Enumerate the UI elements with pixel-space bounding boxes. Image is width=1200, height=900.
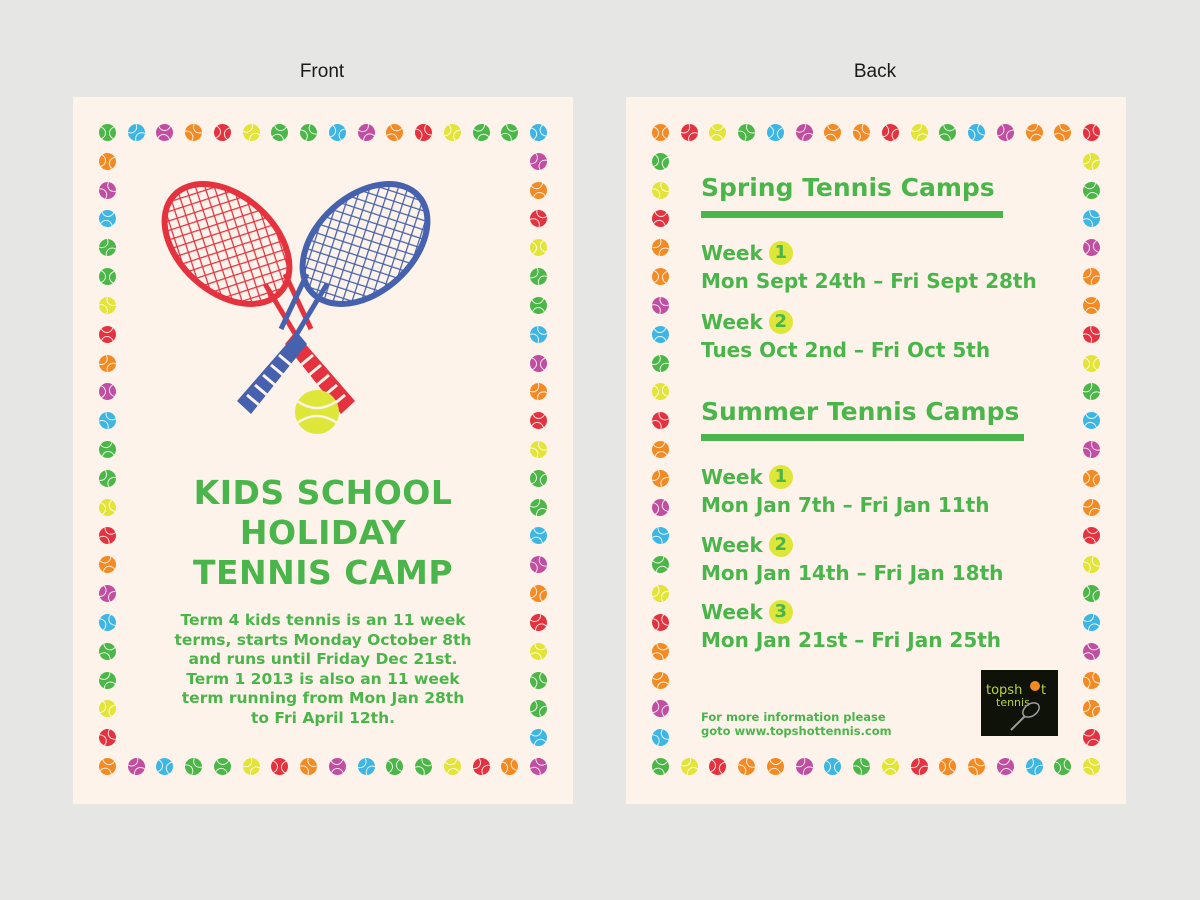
tennis-ball-icon bbox=[499, 756, 520, 777]
tennis-ball-icon bbox=[95, 293, 119, 317]
tennis-ball-icon bbox=[766, 757, 785, 776]
tennis-ball-icon bbox=[528, 640, 550, 662]
tennis-ball-icon bbox=[1023, 122, 1045, 144]
topshot-logo-icon bbox=[981, 670, 1058, 736]
tennis-ball-icon bbox=[96, 640, 118, 662]
tennis-ball-icon bbox=[677, 755, 701, 779]
tennis-ball-icon bbox=[96, 409, 120, 433]
front-title-line: HOLIDAY bbox=[239, 513, 407, 552]
tennis-ball-icon bbox=[649, 467, 673, 491]
tennis-ball-icon bbox=[650, 554, 671, 575]
tennis-ball-icon bbox=[1080, 495, 1104, 519]
tennis-ball-icon bbox=[650, 698, 671, 719]
front-body-text bbox=[143, 611, 503, 728]
body-line: term running from Mon Jan 28th bbox=[181, 689, 465, 707]
tennis-ball-icon bbox=[98, 440, 117, 459]
tennis-ball-icon bbox=[651, 440, 670, 459]
summer-week-1 bbox=[701, 463, 989, 519]
tennis-ball-icon bbox=[649, 640, 671, 662]
tennis-ball-icon bbox=[1081, 583, 1102, 604]
week-label: Week bbox=[701, 241, 763, 265]
back-label: Back bbox=[853, 61, 897, 82]
more-info-line: For more information please bbox=[701, 710, 886, 724]
tennis-ball-icon bbox=[99, 326, 116, 343]
tennis-ball-icon bbox=[908, 121, 931, 144]
tennis-ball-icon bbox=[239, 121, 263, 145]
body-line: and runs until Friday Dec 21st. bbox=[188, 650, 458, 668]
svg-text:topsh: topsh bbox=[986, 683, 1023, 698]
tennis-ball-icon bbox=[938, 757, 957, 776]
spring-week-1 bbox=[701, 239, 1037, 295]
tennis-ball-icon bbox=[1079, 322, 1103, 346]
week-dates: Tues Oct 2nd – Fri Oct 5th bbox=[701, 338, 991, 362]
tennis-ball-icon bbox=[529, 411, 547, 429]
front-label: Front bbox=[299, 61, 345, 82]
tennis-ball-icon bbox=[650, 611, 672, 633]
week-label: Week bbox=[701, 533, 763, 557]
svg-text:t: t bbox=[1041, 683, 1047, 698]
tennis-ball-icon bbox=[650, 497, 670, 517]
tennis-ball-icon bbox=[937, 122, 959, 144]
tennis-ball-icon bbox=[792, 121, 816, 145]
tennis-ball-icon bbox=[527, 698, 550, 721]
tennis-ball-icon bbox=[1080, 553, 1103, 576]
week-dates: Mon Jan 7th – Fri Jan 11th bbox=[701, 493, 990, 517]
week-dates: Mon Jan 14th – Fri Jan 18th bbox=[701, 561, 1004, 585]
back-card bbox=[626, 97, 1126, 804]
tennis-ball-icon bbox=[527, 611, 550, 634]
tennis-ball-icon bbox=[880, 122, 901, 143]
tennis-ball-icon bbox=[1081, 122, 1102, 143]
tennis-ball-icon bbox=[651, 209, 670, 228]
tennis-ball-icon bbox=[182, 755, 206, 779]
tennis-ball-icon bbox=[156, 123, 174, 141]
tennis-ball-icon bbox=[527, 150, 550, 173]
tennis-ball-icon bbox=[99, 124, 116, 141]
tennis-ball-icon bbox=[412, 755, 436, 779]
tennis-ball-icon bbox=[850, 121, 873, 144]
tennis-ball-icon bbox=[470, 122, 492, 144]
tennis-ball-icon bbox=[297, 754, 321, 778]
week-dates: Mon Jan 21st – Fri Jan 25th bbox=[701, 628, 1002, 652]
tennis-ball-icon bbox=[995, 757, 1015, 777]
tennis-ball-icon bbox=[708, 757, 728, 777]
tennis-ball-icon bbox=[527, 755, 550, 778]
tennis-ball-icon bbox=[98, 383, 116, 401]
tennis-ball-icon bbox=[1082, 411, 1100, 429]
body-line: Term 1 2013 is also an 11 week bbox=[186, 669, 460, 688]
tennis-ball-icon bbox=[527, 438, 551, 462]
tennis-ball-icon bbox=[528, 122, 549, 143]
tennis-ball-icon bbox=[97, 698, 118, 719]
spring-week-2 bbox=[701, 308, 990, 364]
tennis-ball-icon bbox=[385, 757, 404, 776]
front-title bbox=[113, 473, 533, 593]
body-line: to Fri April 12th. bbox=[250, 708, 396, 727]
more-info-text bbox=[701, 710, 931, 738]
tennis-ball-icon bbox=[239, 755, 263, 779]
tennis-ball-icon bbox=[97, 756, 118, 777]
tennis-ball-icon bbox=[329, 758, 347, 776]
tennis-ball-icon bbox=[95, 351, 119, 375]
tennis-ball-icon bbox=[155, 757, 175, 777]
tennis-ball-icon bbox=[648, 351, 672, 375]
tennis-ball-icon bbox=[354, 755, 378, 779]
front-title-line: TENNIS CAMP bbox=[192, 553, 454, 592]
week-label: Week bbox=[701, 310, 763, 334]
front-title-line: KIDS SCHOOL bbox=[193, 473, 453, 512]
tennis-ball-icon bbox=[648, 293, 672, 317]
tennis-ball-icon bbox=[1052, 756, 1073, 777]
tennis-ball-icon bbox=[213, 757, 232, 776]
summer-camps-title: Summer Tennis Camps bbox=[701, 397, 1020, 426]
week-number-badge: 2 bbox=[769, 533, 793, 557]
tennis-ball-icon bbox=[526, 322, 550, 346]
tennis-ball-icon bbox=[649, 178, 673, 202]
summer-title-underline bbox=[701, 434, 1024, 441]
summer-week-2 bbox=[701, 531, 1003, 587]
tennis-ball-icon bbox=[527, 265, 551, 289]
tennis-ball-icon bbox=[1080, 207, 1104, 231]
tennis-ball-icon bbox=[649, 236, 673, 260]
tennis-ball-icon bbox=[1080, 611, 1103, 634]
tennis-ball-icon bbox=[442, 757, 462, 777]
tennis-ball-icon bbox=[652, 326, 669, 343]
tennis-ball-icon bbox=[649, 524, 672, 547]
tennis-ball-icon bbox=[124, 120, 148, 144]
tennis-ball-icon bbox=[994, 121, 1016, 143]
tennis-ball-icon bbox=[1081, 640, 1103, 662]
tennis-ball-icon bbox=[529, 238, 548, 257]
summer-week-3 bbox=[701, 598, 1001, 654]
tennis-ball-icon bbox=[182, 121, 206, 145]
tennis-ball-icon bbox=[527, 207, 551, 231]
tennis-ball-icon bbox=[295, 390, 339, 434]
more-info-line: goto www.topshottennis.com bbox=[701, 724, 892, 738]
tennis-ball-icon bbox=[1079, 380, 1103, 404]
tennis-ball-icon bbox=[1083, 354, 1100, 371]
tennis-ball-icon bbox=[271, 758, 289, 776]
tennis-ball-icon bbox=[1082, 180, 1102, 200]
week-number-badge: 1 bbox=[769, 241, 793, 265]
tennis-ball-icon bbox=[649, 726, 672, 749]
tennis-ball-icon bbox=[649, 669, 672, 692]
tennis-ball-icon bbox=[965, 755, 989, 779]
tennis-ball-icon bbox=[327, 122, 348, 143]
tennis-ball-icon bbox=[1082, 469, 1101, 488]
tennis-ball-icon bbox=[412, 121, 434, 143]
tennis-ball-icon bbox=[907, 755, 931, 779]
tennis-ball-icon bbox=[735, 121, 759, 145]
tennis-ball-icon bbox=[1081, 526, 1101, 546]
tennis-ball-icon bbox=[97, 611, 119, 633]
tennis-ball-icon bbox=[1080, 755, 1103, 778]
tennis-ball-icon bbox=[766, 123, 785, 142]
tennis-ball-icon bbox=[1080, 265, 1104, 289]
tennis-ball-icon bbox=[709, 123, 727, 141]
spring-title-underline bbox=[701, 211, 1003, 218]
tennis-ball-icon bbox=[99, 268, 117, 286]
tennis-ball-icon bbox=[1080, 438, 1104, 462]
tennis-ball-icon bbox=[792, 755, 816, 779]
tennis-ball-icon bbox=[652, 124, 669, 141]
tennis-ball-icon bbox=[527, 669, 549, 691]
tennis-ball-icon bbox=[355, 121, 378, 144]
week-label: Week bbox=[701, 465, 763, 489]
tennis-ball-icon bbox=[1051, 121, 1074, 144]
tennis-ball-icon bbox=[1080, 669, 1102, 691]
tennis-ball-icon bbox=[735, 755, 759, 779]
tennis-ball-icon bbox=[649, 409, 673, 433]
tennis-ball-icon bbox=[823, 122, 843, 142]
week-label: Week bbox=[701, 600, 763, 624]
tennis-ball-icon bbox=[96, 669, 119, 692]
body-line: Term 4 kids tennis is an 11 week bbox=[180, 611, 466, 629]
tennis-ball-icon bbox=[1080, 150, 1103, 173]
tennis-ball-icon bbox=[530, 354, 547, 371]
tennis-ball-icon bbox=[96, 726, 119, 749]
tennis-ball-icon bbox=[96, 236, 120, 260]
tennis-ball-icon bbox=[529, 180, 549, 200]
tennis-ball-icon bbox=[965, 121, 987, 143]
tennis-ball-icon bbox=[441, 121, 463, 143]
body-line: terms, starts Monday October 8th bbox=[174, 630, 472, 649]
tennis-ball-icon bbox=[213, 123, 232, 142]
spring-camps-title: Spring Tennis Camps bbox=[701, 173, 995, 202]
tennis-ball-icon bbox=[1080, 698, 1103, 721]
tennis-ball-icon bbox=[882, 758, 900, 776]
tennis-ball-icon bbox=[384, 122, 406, 144]
tennis-ball-icon bbox=[469, 755, 493, 779]
tennis-ball-icon bbox=[498, 121, 521, 144]
tennis-ball-icon bbox=[649, 582, 672, 605]
tennis-ball-icon bbox=[98, 209, 117, 228]
tennis-ball-icon bbox=[530, 296, 548, 314]
front-card bbox=[73, 97, 573, 804]
tennis-ball-icon bbox=[270, 122, 290, 142]
tennis-ball-icon bbox=[1083, 296, 1101, 314]
svg-text:tennis: tennis bbox=[996, 696, 1030, 709]
week-number-badge: 3 bbox=[769, 600, 793, 624]
tennis-ball-icon bbox=[96, 178, 120, 202]
tennis-ball-icon bbox=[1022, 755, 1046, 779]
week-number-badge: 1 bbox=[769, 465, 793, 489]
tennis-ball-icon bbox=[98, 151, 118, 171]
tennis-ball-icon bbox=[297, 121, 320, 144]
tennis-ball-icon bbox=[1082, 238, 1101, 257]
tennis-ball-icon bbox=[650, 756, 671, 777]
topshot-tennis-logo bbox=[981, 670, 1058, 736]
tennis-ball-icon bbox=[850, 754, 874, 778]
week-dates: Mon Sept 24th – Fri Sept 28th bbox=[701, 269, 1037, 293]
week-number-badge: 2 bbox=[769, 310, 793, 334]
tennis-ball-icon bbox=[124, 755, 148, 779]
tennis-ball-icon bbox=[651, 383, 669, 401]
tennis-ball-icon bbox=[1081, 727, 1102, 748]
tennis-ball-icon bbox=[652, 268, 670, 286]
tennis-ball-icon bbox=[824, 758, 842, 776]
crossed-rackets-icon bbox=[145, 179, 445, 449]
tennis-ball-icon bbox=[526, 380, 550, 404]
tennis-ball-icon bbox=[528, 727, 549, 748]
tennis-ball-icon bbox=[651, 151, 671, 171]
tennis-ball-icon bbox=[677, 120, 701, 144]
